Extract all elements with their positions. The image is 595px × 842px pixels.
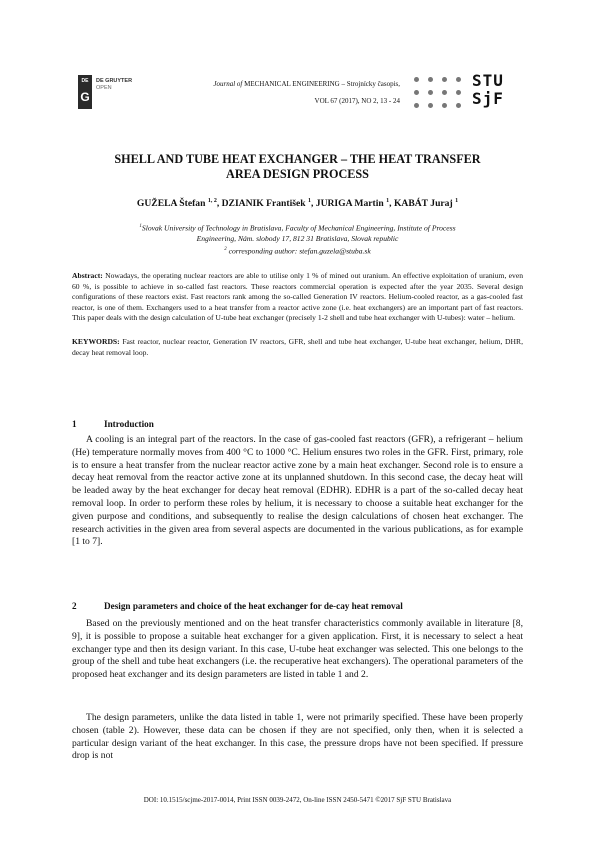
publisher-name: DE GRUYTER bbox=[96, 78, 133, 84]
section-1-body bbox=[72, 434, 523, 549]
de-gruyter-logo bbox=[78, 75, 92, 109]
author-sup: 1 bbox=[307, 198, 311, 204]
author-sup: 1, 2 bbox=[207, 198, 217, 204]
paragraph: A cooling is an integral part of the reactors. In the case of gas-cooled fast reactors (GFR), a refrigerant – helium (He) temperature normally moves from 400 °C to 1000 °C. Helium ensures two roles in the GFR. First, primary, role is to ensure a heat transfer from the nuclear reactor active zone by a main heat exchanger. Second role is to ensure a decay heat removal from the reactor active zone at its unplanned shutdown. In this second case, the decay heat will be leaded away by the heat exchanger for decay heat removal (EDHR). EDHR is a part of the so-called decay heat removal loop. In order to perform these roles by helium, it is necessary to choose a suitable heat exchanger for the given purpose and conditions, and subsequently to realise the design calculations of chosen heat exchanger. The research activities in the given area from several aspects are documented in the various publications, as for example [1 to 7]. bbox=[72, 434, 523, 548]
stu-logo-text bbox=[472, 72, 504, 108]
stu-logo-line1: STU bbox=[472, 71, 504, 90]
section-2-heading bbox=[72, 601, 403, 611]
section-number: 1 bbox=[72, 419, 77, 429]
author-sep: , bbox=[389, 198, 394, 210]
journal-line bbox=[150, 80, 400, 88]
author-sep: , bbox=[310, 198, 316, 210]
author-sup: 1 bbox=[386, 198, 390, 204]
abstract-label: Abstract: bbox=[72, 271, 103, 280]
journal-prefix: Journal of bbox=[213, 80, 245, 88]
affiliation-line-2: Engineering, Nám. slobody 17, 812 31 Bratislava, Slovak republic bbox=[196, 234, 399, 244]
section-title: Introduction bbox=[104, 419, 154, 429]
publisher-sub: OPEN bbox=[96, 85, 112, 91]
journal-name: MECHANICAL ENGINEERING – Strojnícky časopis, bbox=[244, 80, 400, 88]
keywords bbox=[72, 337, 523, 358]
keywords-label: KEYWORDS: bbox=[72, 337, 120, 346]
corresponding-author: corresponding author: stefan.guzela@stuba.sk bbox=[226, 246, 371, 256]
stu-logo-line2: SjF bbox=[472, 89, 504, 108]
section-number: 2 bbox=[72, 601, 77, 611]
logo-mark-letter: G bbox=[80, 90, 90, 104]
paper-title bbox=[60, 152, 535, 182]
author-name: KABÁT Juraj bbox=[393, 198, 453, 210]
affiliation bbox=[60, 222, 535, 257]
abstract-text: Nowadays, the operating nuclear reactors are able to utilise only 1 % of mined out uranium. An effective exploitation of uranium, even 60 %, is possible to achieve in so-called fast reactors. These reactors commercial operation is expected after the year 2035. Several design configurations of these reactors exist. Fast reactors rank among the so-called Generation IV reactors. Helium-cooled reactor, as a gas-cooled fast reactor, is one of them. Exchangers used to a heat transfer from a reactor active zone (i.e. heat exchangers) are an important part of fast reactors. This paper deals with the design calculation of U-tube heat exchanger (precisely 1-2 shell and tube heat exchanger with U-tubes): water – helium. bbox=[72, 271, 523, 322]
stu-dots-logo bbox=[414, 75, 466, 111]
page-footer: DOI: 10.1515/scjme-2017-0014, Print ISSN 0039-2472, On-line ISSN 2450-5471 ©2017 SjF STU Bratislava bbox=[143, 796, 452, 804]
title-line-2: AREA DESIGN PROCESS bbox=[226, 167, 369, 181]
abstract bbox=[72, 271, 523, 324]
logo-mark-top: DE bbox=[81, 78, 89, 84]
paragraph: The design parameters, unlike the data listed in table 1, were not primarily specified. These have been properly chosen (table 2). However, these data can be chosen if they are not specified, only then, when it is selected a particular design variant of the heat exchanger. In this case, the pressure drops have not been specified. If pressure drop is not bbox=[72, 712, 523, 762]
author-name: DZIANIK František bbox=[221, 198, 306, 210]
affiliation-line-1: Slovak University of Technology in Bratislava, Faculty of Mechanical Engineering, Institute of Process bbox=[141, 223, 456, 233]
affiliation-sup: 1 bbox=[139, 224, 142, 229]
section-title: Design parameters and choice of the heat exchanger for de-cay heat removal bbox=[104, 601, 403, 611]
section-1-heading bbox=[72, 419, 154, 429]
corresponding-sup: 2 bbox=[224, 246, 227, 252]
author-name: GUŽELA Štefan bbox=[136, 198, 206, 210]
author-name: JURIGA Martin bbox=[315, 198, 384, 210]
keywords-text: Fast reactor, nuclear reactor, Generation IV reactors, GFR, shell and tube heat exchanger, U-tube heat exchanger, helium, DHR, decay heat removal loop. bbox=[72, 337, 523, 357]
author-list bbox=[60, 198, 535, 209]
section-2-body-continued bbox=[72, 712, 523, 763]
section-2-body bbox=[72, 618, 523, 682]
author-sep: , bbox=[216, 198, 222, 210]
paragraph: Based on the previously mentioned and on the heat transfer characteristics commonly available in literature [8, 9], it is possible to propose a suitable heat exchanger for a given application. First, it is necessary to select a heat exchanger type and then its design variant. In this case, U-tube heat exchanger was selected. This one belongs to the group of the shell and tube heat exchangers (i.e. the recuperative heat exchangers). The operational parameters of the proposed heat exchanger and its design parameters are listed in table 1 and 2. bbox=[72, 618, 523, 681]
author-sup: 1 bbox=[455, 198, 459, 204]
title-line-1: SHELL AND TUBE HEAT EXCHANGER – THE HEAT TRANSFER bbox=[114, 152, 481, 166]
volume-line: VOL 67 (2017), NO 2, 13 - 24 bbox=[314, 97, 400, 105]
